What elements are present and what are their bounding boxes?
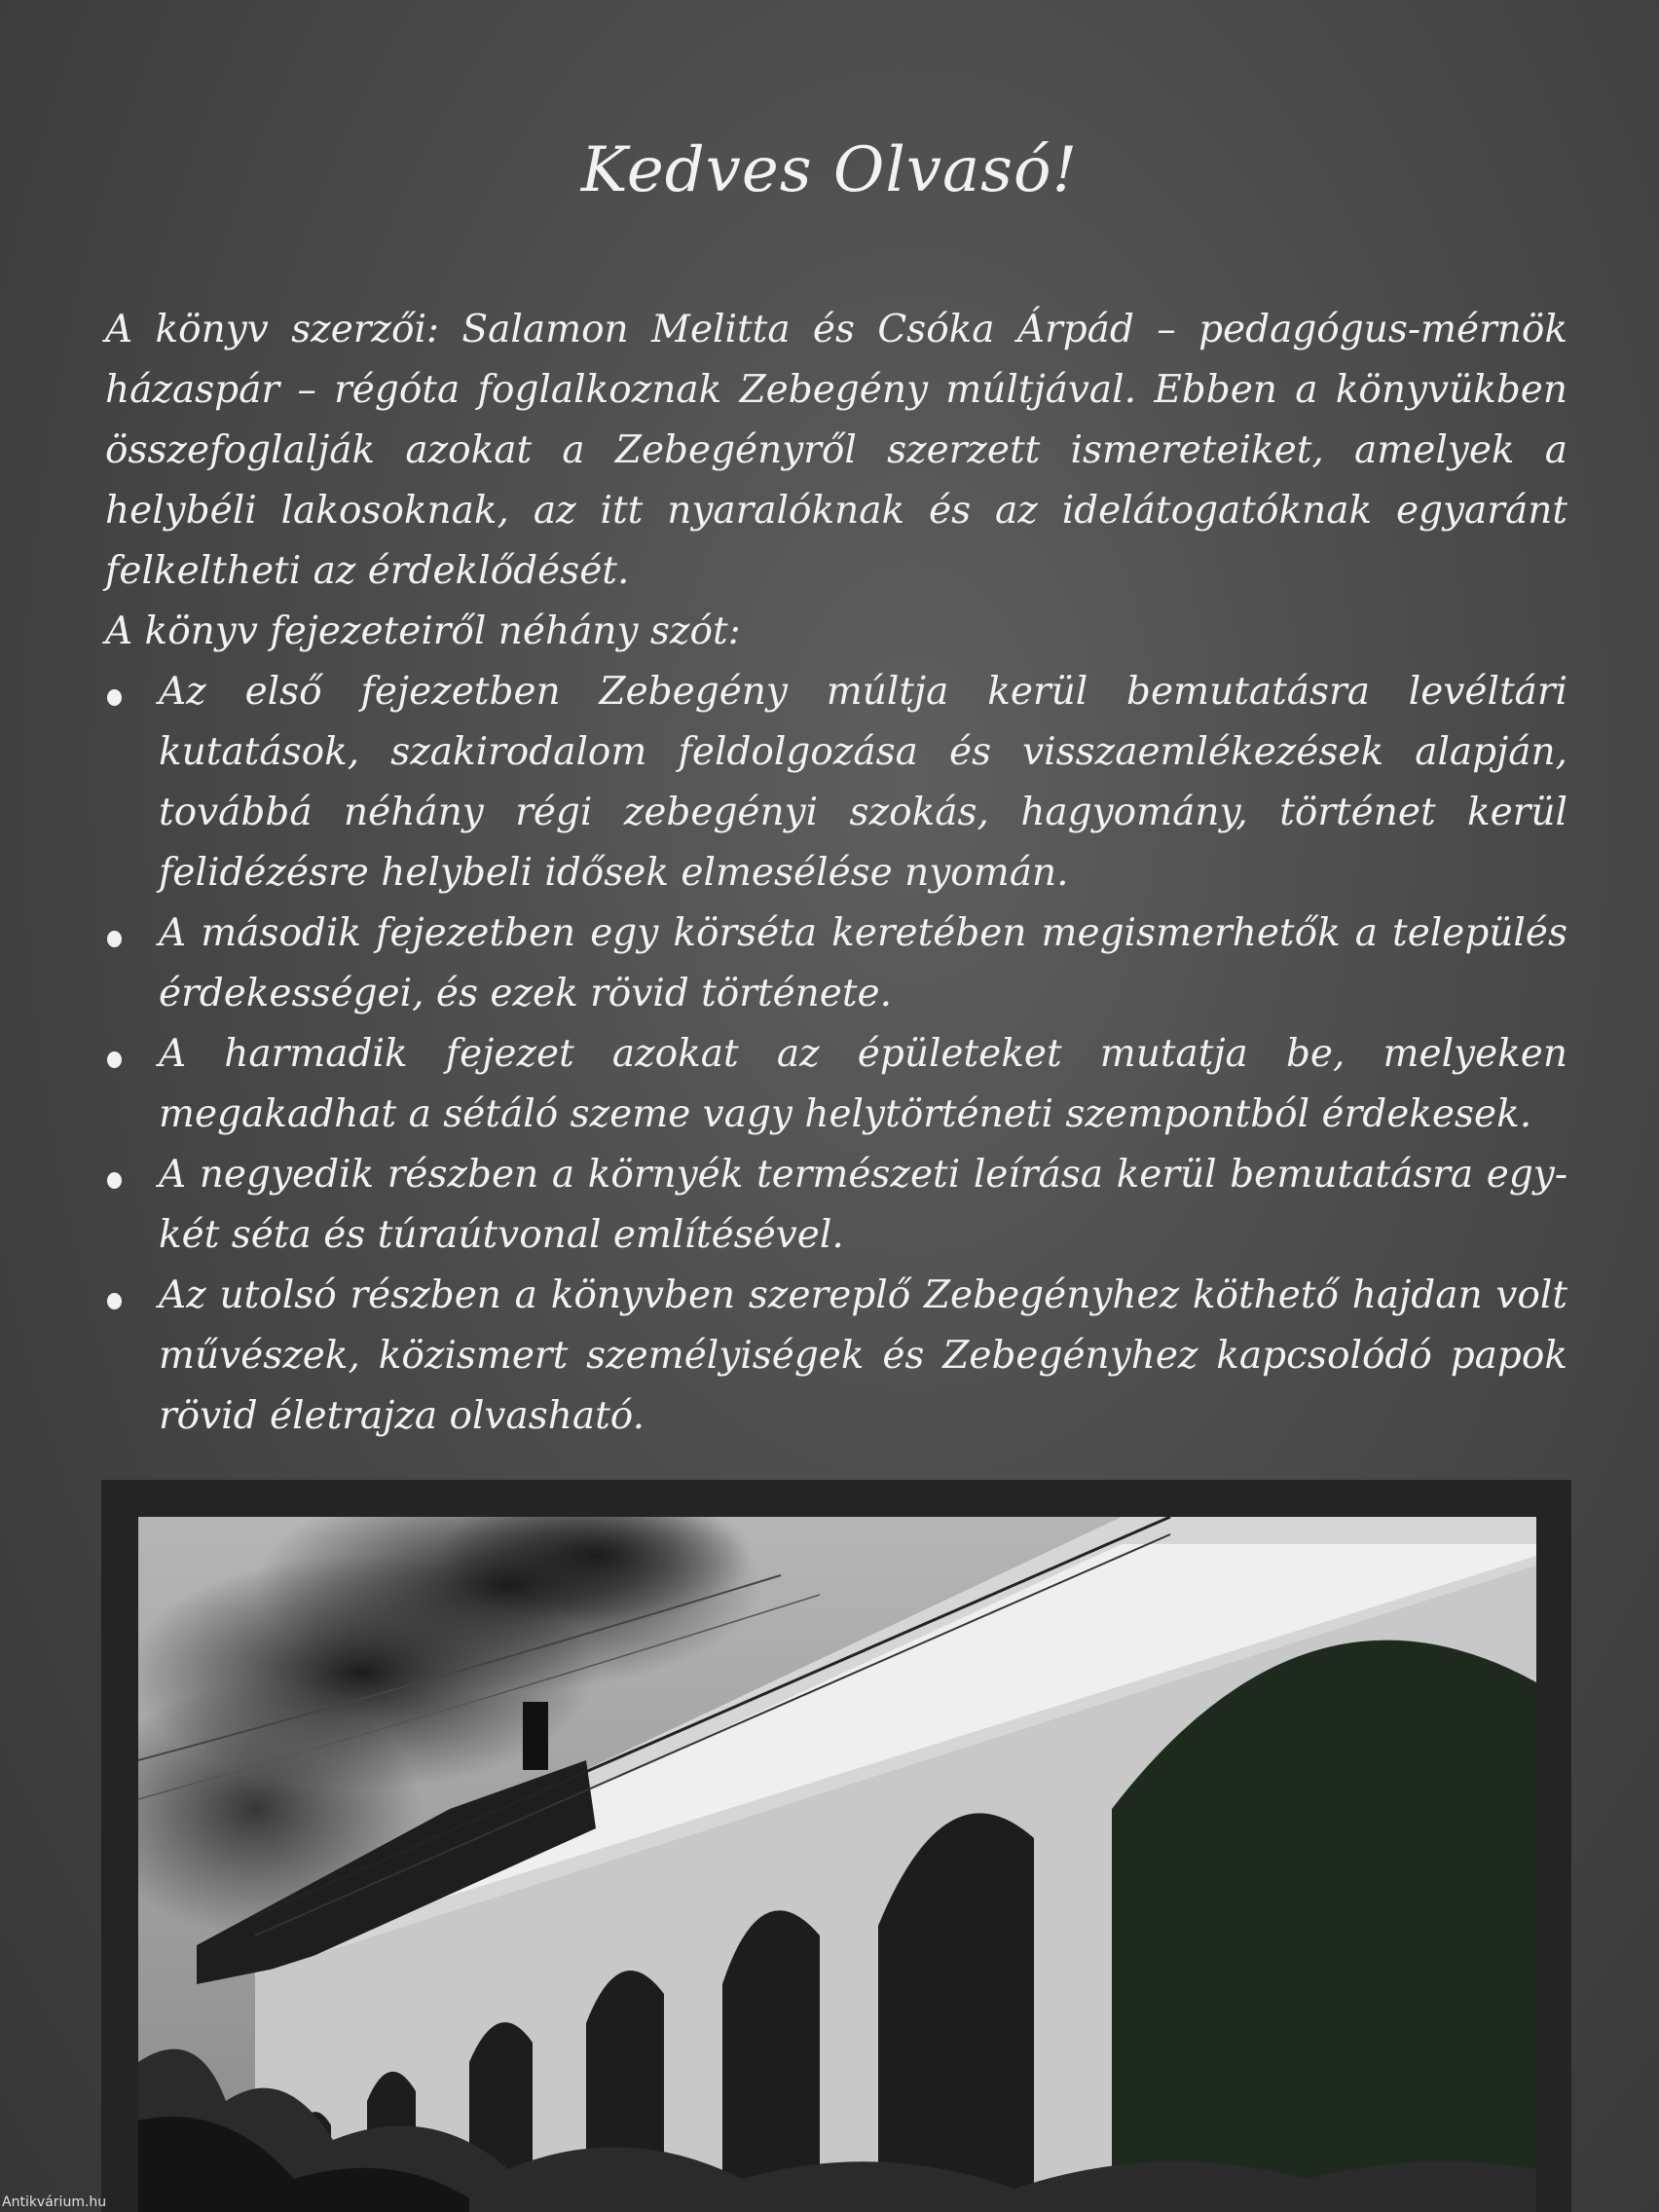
list-item <box>105 1266 1567 1447</box>
chapters-label: A könyv fejezeteiről néhány szót: <box>105 609 741 653</box>
bullet-icon <box>107 931 122 947</box>
bullet-icon <box>107 689 122 706</box>
list-item <box>105 903 1567 1024</box>
viaduct-photo <box>138 1517 1536 2212</box>
chapter-text: A harmadik fejezet azokat az épületeket mutatja be, melyeken megakadhat a sétáló szeme vagy helytörténeti szempontból érdekesek. <box>159 1032 1567 1136</box>
bullet-icon <box>107 1172 122 1189</box>
bullet-icon <box>107 1051 122 1068</box>
photo-frame <box>101 1480 1571 2212</box>
bullet-icon <box>107 1293 122 1309</box>
body-text <box>105 300 1567 1447</box>
chapter-text: Az első fejezetben Zebegény múltja kerül bemutatásra levéltári kutatások, szakirodalom feldolgozása és visszaemlékezések alapján, továbbá néhány régi zebegényi szokás, hagyomány, történet kerül felidézésre helybeli idősek elmesélése nyomán. <box>159 670 1567 895</box>
watermark: Antikvárium.hu <box>2 2194 107 2210</box>
viaduct-illustration <box>138 1517 1536 2212</box>
page-title: Kedves Olvasó! <box>580 134 1079 206</box>
intro-paragraph: A könyv szerzői: Salamon Melitta és Csóka Árpád – pedagógus-mérnök házaspár – régóta foglalkoznak Zebegény múltjával. Ebben a könyvükben összefoglalják azokat a Zebegényről szerzett ismereteiket, amelyek a helybéli lakosoknak, az itt nyaralóknak és az idelátogatóknak egyaránt felkeltheti az érdeklődését. <box>105 308 1567 593</box>
list-item <box>105 1024 1567 1145</box>
chapter-text: A második fejezetben egy körséta keretében megismerhetők a település érdekességei, és ezek rövid története. <box>159 911 1567 1015</box>
chapter-list <box>105 662 1567 1447</box>
list-item <box>105 1145 1567 1266</box>
chapter-text: Az utolsó részben a könyvben szereplő Zebegényhez köthető hajdan volt művészek, közismert személyiségek és Zebegényhez kapcsolódó papok rövid életrajza olvasható. <box>159 1273 1567 1438</box>
chapter-text: A negyedik részben a környék természeti leírása kerül bemutatásra egy-két séta és túraútvonal említésével. <box>159 1153 1567 1257</box>
list-item <box>105 662 1567 903</box>
